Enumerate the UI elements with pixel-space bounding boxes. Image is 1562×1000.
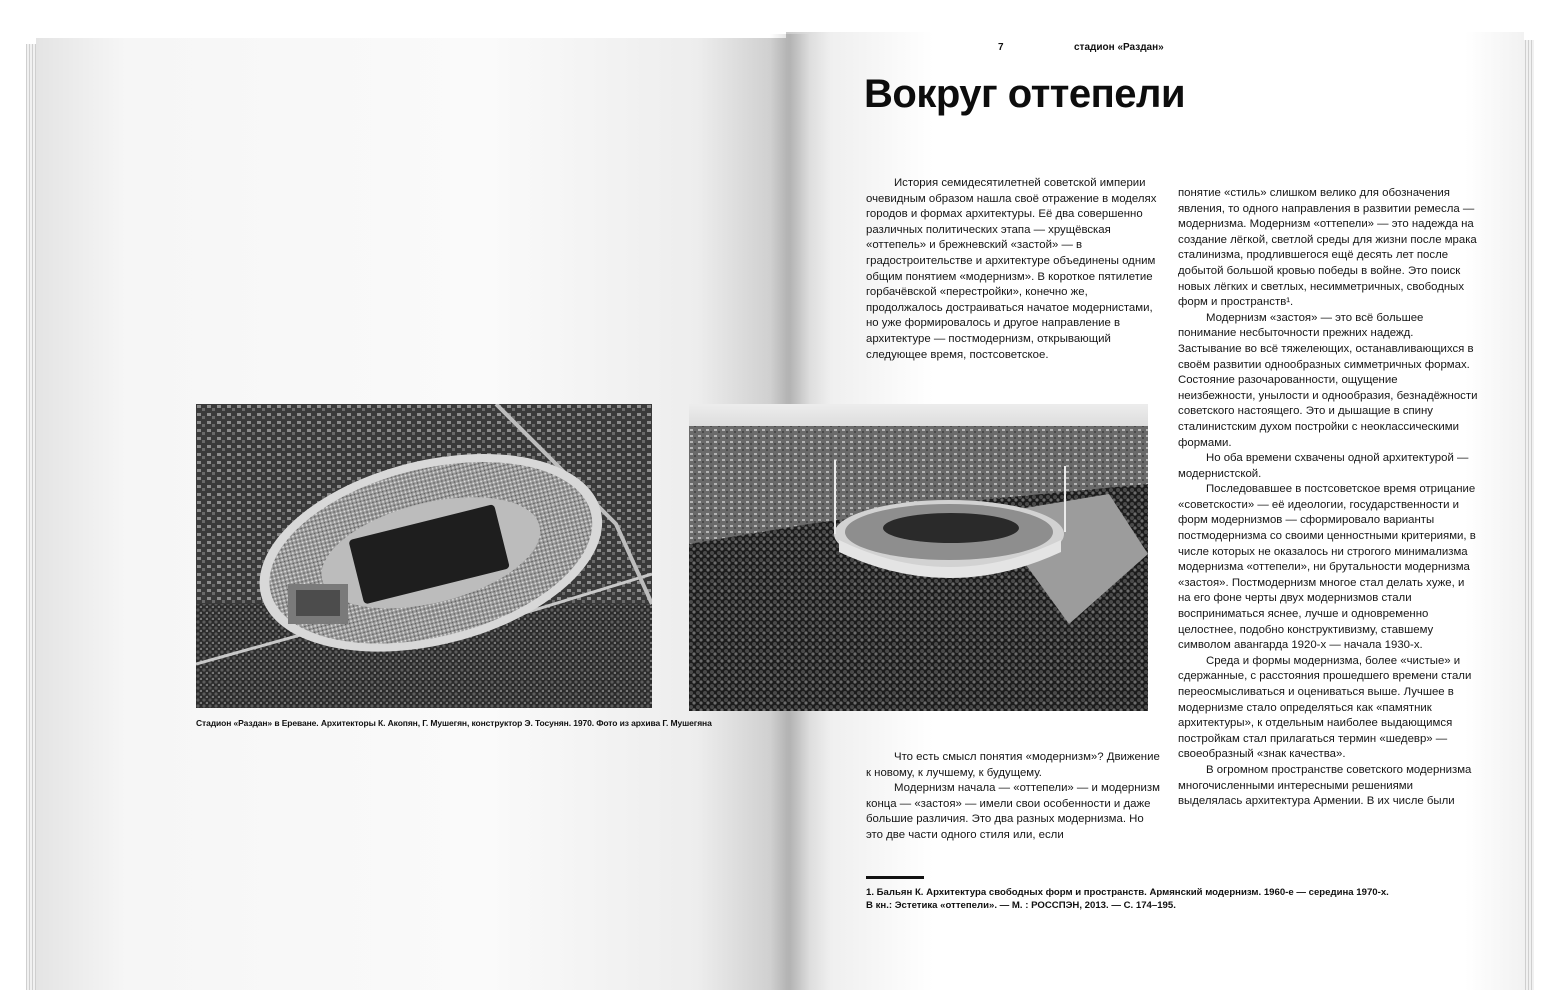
footnote-line-2: В кн.: Эстетика «оттепели». — М. : РОССПЭН, 2013. — С. 174–195.: [866, 900, 1176, 911]
lower-paragraph-2: Модернизм начала — «оттепели» — и модернизм конца — «застоя» — имели свои особенности и даже большие различия. Это два разных модернизма. Но это две части одного стиля или, если: [866, 782, 1160, 841]
footnote-line-1: 1. Бальян К. Архитектура свободных форм и пространств. Армянский модернизм. 1960-е — середина 1970-х.: [866, 887, 1389, 898]
right-paragraph-3: Но оба времени схвачены одной архитектурой — модернистской.: [1178, 452, 1469, 480]
intro-column: [866, 176, 1162, 363]
right-text-column: [1178, 186, 1478, 810]
running-head: стадион «Раздан»: [1074, 42, 1164, 53]
footnote: [866, 886, 1389, 912]
intro-paragraph: История семидесятилетней советской империи очевидным образом нашла своё отражение в моделях городов и формах архитектуры. Её два совершенно различных политических этапа — хрущёвская «оттепель» и брежневский «застой» — в градостроительстве и архитектуре объединены одним общим понятием «модернизм». В короткое пятилетие горбачёвской «перестройки», конечно же, продолжалось достраиваться начатое модернистами, но уже формировалось и другое направление в архитектуре — постмодернизм, открывающий следующее время, постсоветское.: [866, 177, 1157, 361]
right-paragraph-4: Последовавшее в постсоветское время отрицание «советскости» — её идеологии, государственности и форм модернизмов — сформировало варианты постмодернизма со своими ценностными критериями, в числе которых не оказалось ни строгого минимализма модернизма «оттепели», ни брутальности модернизма «застоя». Постмодернизм многое стал делать хуже, и на его фоне черты двух модернизмов стали восприниматься яснее, лучше и одновременно целостнее, подобно конструктивизму, ставшему символом авангарда 1920-х — начала 1930-х.: [1178, 483, 1476, 652]
right-paragraph-6: В огромном пространстве советского модернизма многочисленными интересными решениями выделялась архитектура Армении. В их числе были: [1178, 763, 1472, 808]
right-paragraph-5: Среда и формы модернизма, более «чистые» и сдержанные, с расстояния прошедшего времени стали переосмысливаться и оцениваться выше. Лучшее в модернизме стало определяться как «памятник архитектуры», к отдельным наиболее выдающимся постройкам стал прилагаться термин «шедевр» — своеобразный «знак качества».: [1178, 654, 1472, 761]
chapter-title: Вокруг оттепели: [864, 72, 1186, 116]
stadium-city-panorama-photo: [689, 404, 1148, 711]
right-paragraph-1: понятие «стиль» слишком велико для обозначения явления, то одного направления в развитии ремесла — модернизма. Модернизм «оттепели» — это надежда на создание лёгкой, светлой среды для жизни после мрака сталинизма, продлившегося ещё десять лет после добытой большой кровью победы в войне. Это поиск новых лёгких и светлых, несимметричных, свободных форм и пространств¹.: [1178, 187, 1477, 309]
lower-paragraph-1: Что есть смысл понятия «модернизм»? Движение к новому, к лучшему, к будущему.: [866, 751, 1160, 779]
footnote-rule: [866, 876, 924, 879]
stadium-aerial-photo: [196, 404, 652, 708]
lower-left-column: [866, 750, 1162, 844]
page-number: 7: [998, 42, 1004, 53]
right-paragraph-2: Модернизм «застоя» — это всё большее понимание несбыточности прежних надежд. Застывание во всё тяжелеющих, останавливающихся в своём развитии однообразных симметричных формах. Состояние разочарованности, ощущение неизбежности, унылости и однообразия, безнадёжности советского настоящего. Это и дышащие в спину сталинистским духом постройки с неоклассическими формами.: [1178, 311, 1478, 449]
photo-caption: Стадион «Раздан» в Ереване. Архитекторы К. Акопян, Г. Мушегян, конструктор Э. Тосунян. 1970. Фото из архива Г. Мушегяна: [196, 718, 712, 728]
